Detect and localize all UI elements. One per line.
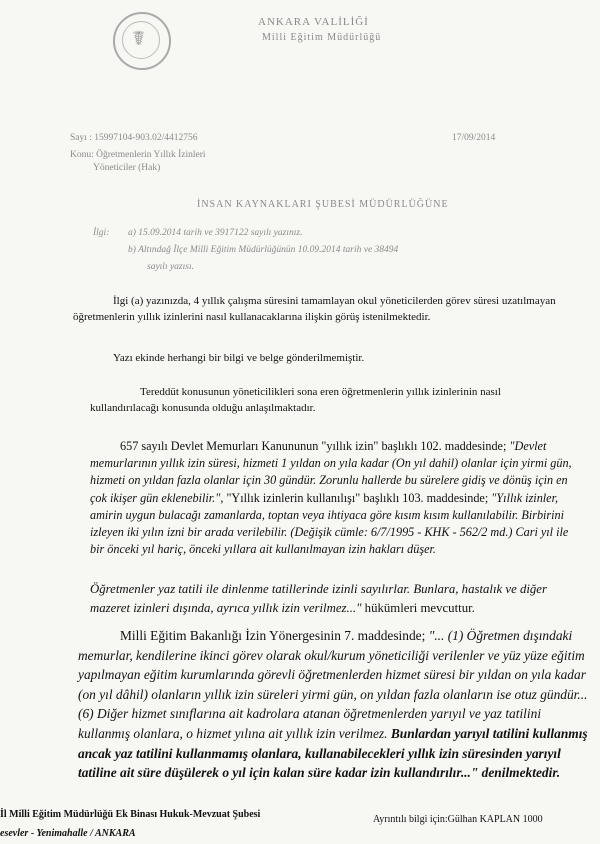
- paragraph-4: [90, 438, 576, 558]
- p6-bold-italic: Bunlardan yarıyıl tatilini kullanmış ancak yaz tatilini kullanmamış olanlara, kullanabilecekleri yıllık izin süresinden yarıyıl tatiline ait süre düşülerek o yıl için kalan süre kadar izin kullandırılır..." denilmektedir.: [78, 725, 588, 781]
- ilgi-a: a) 15.09.2014 tarih ve 3917122 sayılı yazınız.: [128, 228, 303, 238]
- paragraph-3-text: Tereddüt konusunun yöneticilikleri sona eren öğretmenlerin yıllık izinlerinin nasıl kullandırılacağı konusunda olduğu anlaşılmaktadır.: [90, 386, 501, 414]
- paragraph-1-text: İlgi (a) yazınızda, 4 yıllık çalışma süresini tamamlayan okul yöneticilerden görev süresi uzatılmayan öğretmenlerin yıllık izinlerini nasıl kullanacaklarına ilişkin görüş istenilmektedir.: [73, 295, 556, 323]
- footer-address-1: İl Milli Eğitim Müdürlüğü Ek Binası Hukuk-Mevzuat Şubesi: [0, 809, 261, 820]
- konu-line-2: Yöneticiler (Hak): [93, 163, 161, 173]
- p4-plain-b: "Yıllık izinlerin kullanılışı" başlıklı 103. maddesinde;: [226, 490, 489, 505]
- p4-italic-a: "Devlet memurlarının yıllık izin süresi, hizmeti 1 yıldan on yıla kadar (On yıl dahil) olanlar için yirmi gün, hizmeti on yıldan fazla olanlar için 30 gündür. Zorunlu hallerde bu sürelere gidiş ve dönüş için en çok ikişer gün eklenebilir.",: [90, 439, 572, 505]
- paragraph-6: [78, 626, 592, 783]
- ministry-seal: [113, 12, 171, 70]
- paragraph-1: [73, 294, 559, 325]
- date-line: 17/09/2014: [452, 133, 496, 143]
- p5-plain: hükümleri mevcuttur.: [364, 600, 475, 615]
- paragraph-5: [90, 580, 584, 617]
- header-line-1: ANKARA VALİLİĞİ: [258, 16, 369, 28]
- seal-emblem-icon: ☤: [132, 28, 146, 50]
- p6-plain: Milli Eğitim Bakanlığı İzin Yönergesinin 7. maddesinde;: [120, 628, 426, 643]
- ilgi-b-2: sayılı yazısı.: [147, 262, 194, 272]
- ilgi-b: b) Altındağ İlçe Milli Eğitim Müdürlüğünün 10.09.2014 tarih ve 38494: [128, 245, 399, 255]
- ilgi-label: İlgi:: [93, 228, 110, 238]
- p4-italic-b: "Yıllık izinler, amirin uygun bulacağı zamanlarda, toptan veya ihtiyaca göre kısım kısım kullanılabilir. Birbirini izleyen iki yılın izni bir arada verilebilir. (Değişik cümle: 6/7/1995 - KHK - 562/2 md.) Cari yıl ile bir önceki yıl hariç, önceki yıllara ait kullanılmayan izin hakları düşer.: [90, 490, 569, 557]
- konu-line: Konu: Öğretmenlerin Yıllık İzinleri: [70, 150, 206, 160]
- p5-italic: Öğretmenler yaz tatili ile dinlenme tatillerinde izinli sayılırlar. Bunlara, hastalık ve diğer mazeret izinleri dışında, ayrıca yıllık izin verilmez...": [90, 582, 547, 615]
- paragraph-2: Yazı ekinde herhangi bir bilgi ve belge gönderilmemiştir.: [113, 352, 365, 364]
- paragraph-3: [90, 385, 558, 416]
- footer-address-2: esevler - Yenimahalle / ANKARA: [0, 828, 136, 839]
- sayi-line: Sayı : 15997104-903.02/4412756: [70, 133, 198, 143]
- header-line-2: Milli Eğitim Müdürlüğü: [262, 32, 382, 43]
- recipient: İNSAN KAYNAKLARI ŞUBESİ MÜDÜRLÜĞÜNE: [197, 199, 449, 210]
- p6-italic: "... (1) Öğretmen dışındaki memurlar, kendilerine ikinci görev olarak okul/kurum yöneticiliği verilenler ve yüz yüze eğitim yapılmayan eğitim kurumlarında görevli öğretmenlerden hizmet süresi bir yıldan on yıla kadar (on yıl dâhil) olanların yıllık izin süreleri yirmi gün, on yıldan fazla olanların ise otuz gündür... (6) Diğer hizmet sınıflarına ait kadrolara atanan öğretmenlerden yarıyıl ve yaz tatilini kullanmış olanlara, o hizmet yılına ait yıllık izin verilmez.: [78, 628, 588, 741]
- p4-plain-a: 657 sayılı Devlet Memurları Kanununun "yıllık izin" başlıklı 102. maddesinde;: [120, 439, 507, 453]
- footer-contact: Ayrıntılı bilgi için:Gülhan KAPLAN 1000: [373, 814, 543, 825]
